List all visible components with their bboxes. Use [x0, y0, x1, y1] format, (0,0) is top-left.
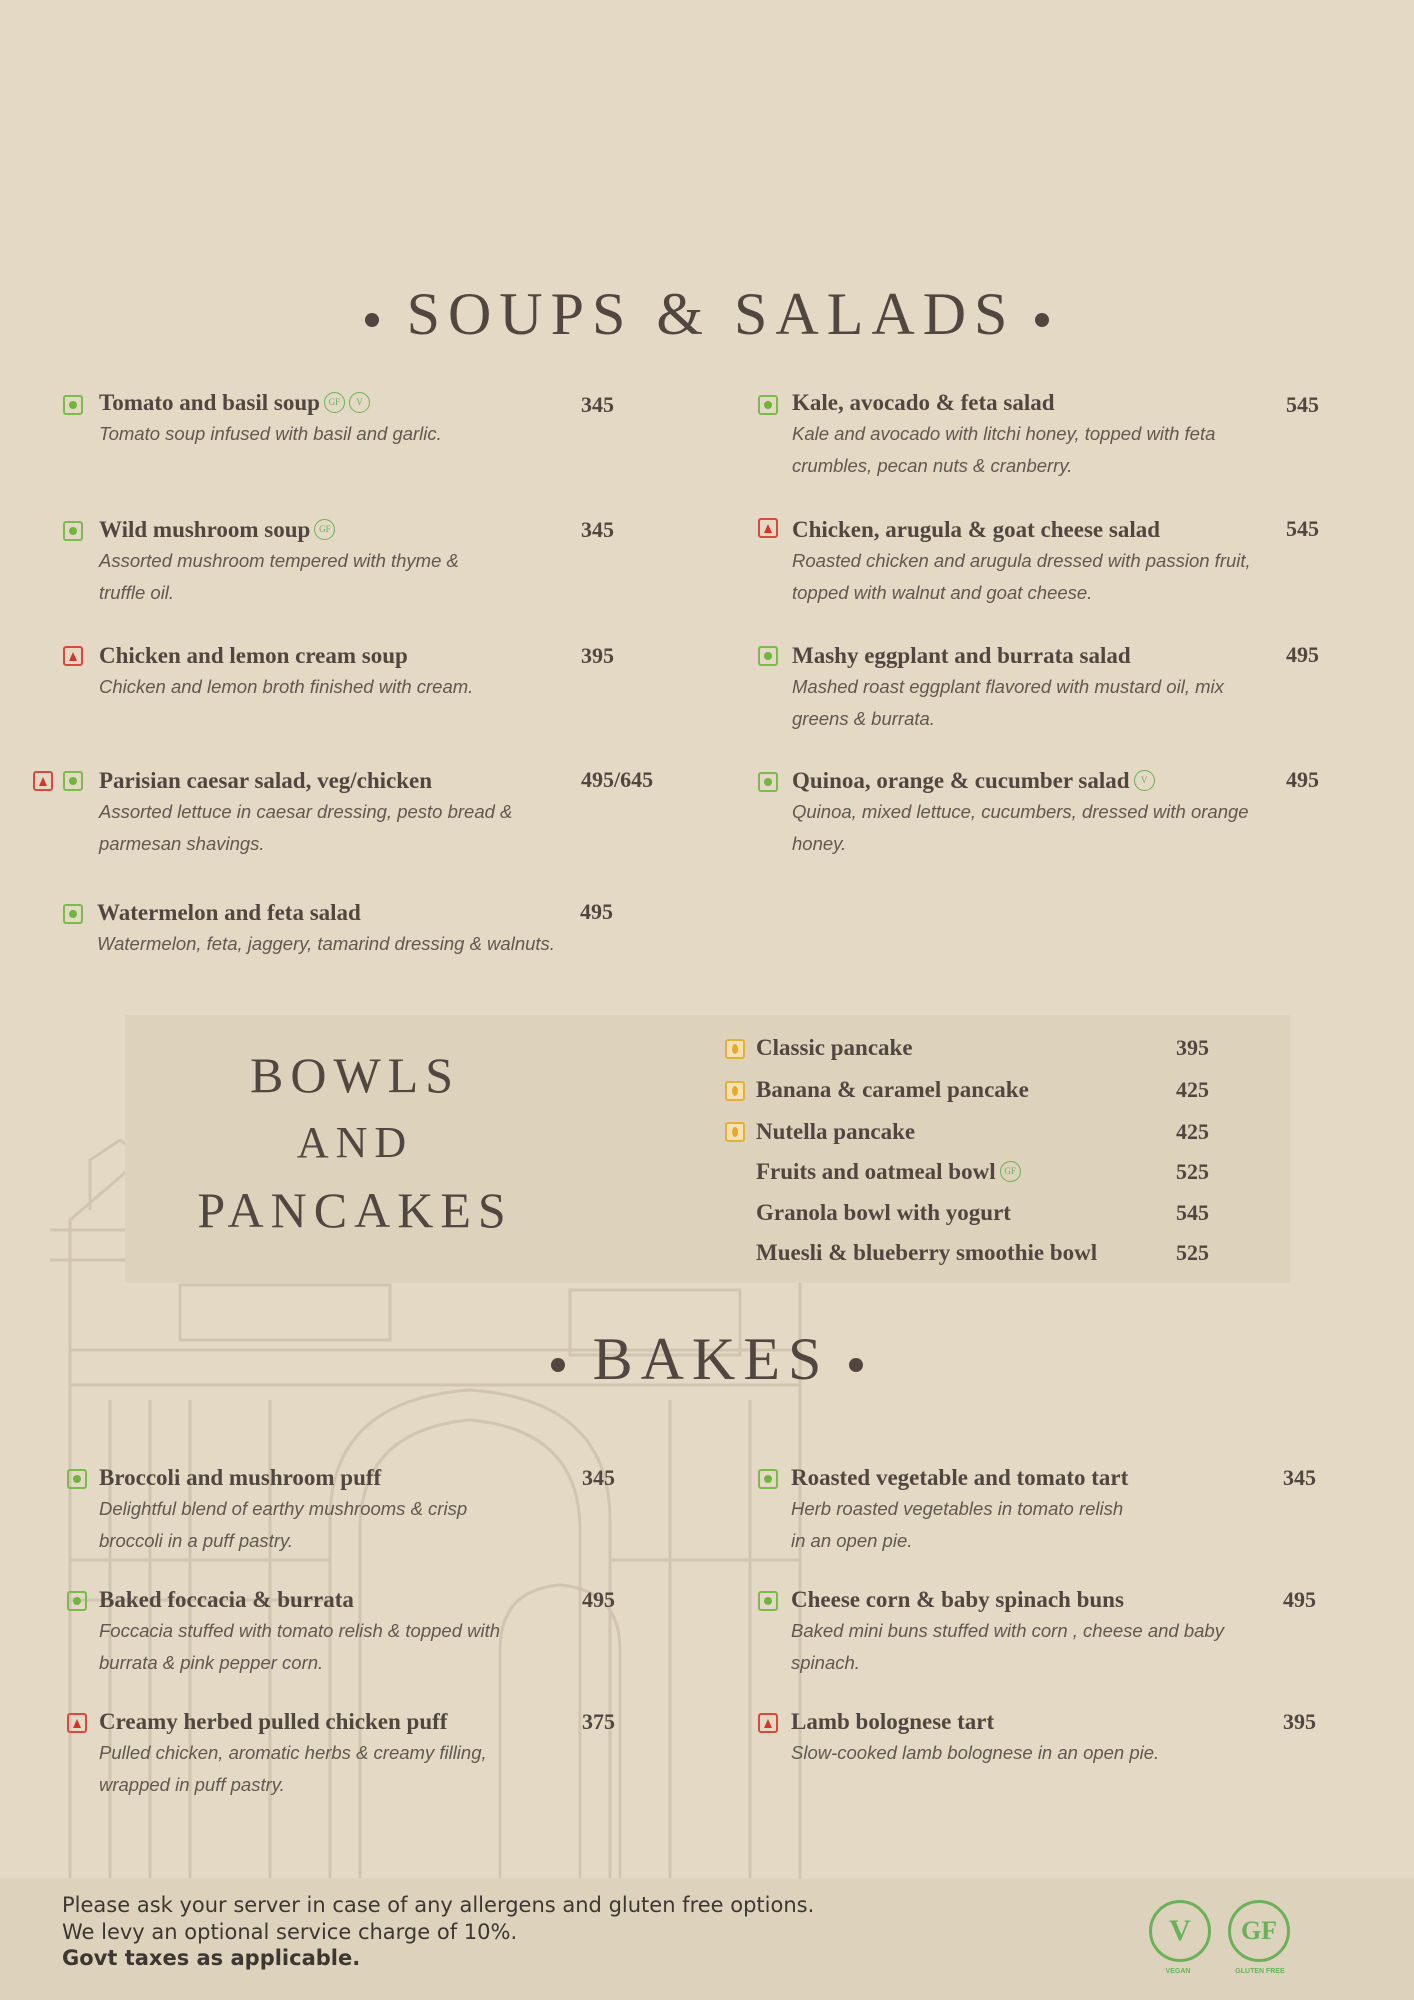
title-bullet: [849, 1358, 863, 1372]
item-name: Chicken, arugula & goat cheese salad: [792, 517, 1160, 542]
item-price: 545: [1286, 516, 1319, 541]
item-name: Chicken and lemon cream soup: [99, 643, 408, 668]
vegan-legend-icon: V: [1149, 1900, 1211, 1962]
veg-indicator: [67, 1469, 87, 1489]
item-price: 375: [582, 1709, 615, 1734]
item-price: 525: [1176, 1240, 1209, 1265]
egg-indicator: [725, 1081, 745, 1101]
item-price: 495: [582, 1587, 615, 1612]
veg-indicator: [67, 1591, 87, 1611]
bowl-item-name: Classic pancake: [756, 1035, 913, 1060]
item-name: Cheese corn & baby spinach buns: [791, 1587, 1124, 1612]
item-price: 545: [1176, 1200, 1209, 1225]
veg-indicator: [758, 646, 778, 666]
item-name: Quinoa, orange & cucumber salad: [792, 768, 1130, 793]
menu-item: [99, 1463, 467, 1557]
item-price: 395: [1283, 1709, 1316, 1734]
menu-item: [99, 1585, 500, 1679]
gluten-free-badge: GF: [1000, 1161, 1021, 1182]
item-description: Slow-cooked lamb bolognese in an open pie.: [791, 1742, 1160, 1763]
item-price: 495: [1283, 1587, 1316, 1612]
menu-item: [792, 641, 1224, 735]
soups-salads-title: [0, 280, 1414, 349]
item-name: Creamy herbed pulled chicken puff: [99, 1709, 448, 1734]
nonveg-indicator: [758, 518, 778, 538]
bowls-title-line: BOWLS: [250, 1047, 460, 1103]
gluten-free-badge: GF: [324, 392, 345, 413]
item-description: Tomato soup infused with basil and garlic.: [99, 423, 442, 444]
item-description: Foccacia stuffed with tomato relish & topped with: [99, 1620, 501, 1641]
bowls-title-line: AND: [296, 1118, 414, 1167]
item-description: wrapped in puff pastry.: [99, 1774, 285, 1795]
nonveg-indicator: [33, 771, 53, 791]
item-description: spinach.: [791, 1652, 860, 1673]
item-description: burrata & pink pepper corn.: [99, 1652, 324, 1673]
menu-item: [99, 388, 442, 450]
title-bullet: [1035, 313, 1049, 327]
vegan-legend-label: VEGAN: [1165, 1968, 1191, 1975]
item-name: Mashy eggplant and burrata salad: [792, 643, 1131, 668]
item-name: Parisian caesar salad, veg/chicken: [99, 768, 433, 793]
item-price: 545: [1286, 392, 1319, 417]
egg-indicator: [725, 1122, 745, 1142]
veg-indicator: [63, 521, 83, 541]
item-name: Baked foccacia & burrata: [99, 1587, 354, 1612]
veg-indicator: [758, 772, 778, 792]
gluten-free-legend-icon: GF: [1228, 1900, 1290, 1962]
gluten-free-badge: GF: [314, 519, 335, 540]
egg-indicator: [725, 1039, 745, 1059]
item-description: Quinoa, mixed lettuce, cucumbers, dressed with orange: [792, 801, 1249, 822]
item-description: broccoli in a puff pastry.: [99, 1530, 293, 1551]
menu-item: [97, 898, 555, 960]
menu-item: [791, 1707, 1159, 1769]
item-description: topped with walnut and goat cheese.: [792, 582, 1093, 603]
vegan-badge: V: [1134, 770, 1155, 791]
item-price: 495: [1286, 767, 1319, 792]
item-description: Watermelon, feta, jaggery, tamarind dressing & walnuts.: [97, 933, 555, 954]
item-description: Assorted lettuce in caesar dressing, pesto bread &: [99, 801, 513, 822]
bakes-title: [0, 1325, 1414, 1394]
bowl-item-name: Fruits and oatmeal bowl: [756, 1159, 996, 1184]
menu-item: [791, 1585, 1224, 1679]
menu-item: [792, 388, 1215, 482]
item-price: 425: [1176, 1119, 1209, 1144]
footer-allergen-note: Please ask your server in case of any allergens and gluten free options.: [62, 1893, 815, 1917]
menu-item: [99, 1707, 487, 1801]
menu-item: [791, 1463, 1128, 1557]
item-description: Herb roasted vegetables in tomato relish: [791, 1498, 1124, 1519]
item-price: 345: [582, 1465, 615, 1490]
item-description: Kale and avocado with litchi honey, topped with feta: [792, 423, 1216, 444]
menu-item: [99, 766, 512, 860]
item-price: 495/645: [581, 767, 654, 792]
nonveg-indicator: [63, 646, 83, 666]
item-description: Chicken and lemon broth finished with cream.: [99, 676, 474, 697]
soups-salads-title-text: SOUPS & SALADS: [406, 281, 1016, 347]
item-price: 345: [581, 392, 614, 417]
item-price: 345: [1283, 1465, 1316, 1490]
veg-indicator: [63, 904, 83, 924]
item-price: 425: [1176, 1077, 1209, 1102]
bowl-item-name: Muesli & blueberry smoothie bowl: [756, 1240, 1098, 1265]
bowl-item-name: Banana & caramel pancake: [756, 1077, 1029, 1102]
item-price: 345: [581, 517, 614, 542]
item-description: Roasted chicken and arugula dressed with passion fruit,: [792, 550, 1251, 571]
veg-indicator: [758, 1591, 778, 1611]
item-description: Mashed roast eggplant flavored with mustard oil, mix: [792, 676, 1224, 697]
item-description: greens & burrata.: [792, 708, 935, 729]
item-price: 495: [1286, 642, 1319, 667]
item-description: in an open pie.: [791, 1530, 913, 1551]
vegan-badge: V: [349, 392, 370, 413]
item-price: 495: [580, 899, 613, 924]
item-name: Wild mushroom soup: [99, 517, 311, 542]
item-description: truffle oil.: [99, 582, 175, 603]
item-description: Delightful blend of earthy mushrooms & crisp: [99, 1498, 468, 1519]
veg-indicator: [63, 771, 83, 791]
item-name: Roasted vegetable and tomato tart: [791, 1465, 1129, 1490]
menu-item: [792, 766, 1249, 860]
item-price: 395: [1176, 1035, 1209, 1060]
gluten-free-legend-label: GLUTEN FREE: [1235, 1968, 1285, 1975]
item-description: Baked mini buns stuffed with corn , cheese and baby: [791, 1620, 1224, 1641]
item-description: crumbles, pecan nuts & cranberry.: [792, 455, 1073, 476]
item-name: Tomato and basil soup: [99, 390, 320, 415]
bowl-item-name: Nutella pancake: [756, 1119, 916, 1144]
bowl-item: [756, 1157, 1021, 1187]
menu-item: [792, 515, 1251, 609]
footer-service-charge: We levy an optional service charge of 10%.: [62, 1920, 518, 1944]
item-description: parmesan shavings.: [99, 833, 265, 854]
menu-item: [99, 515, 459, 609]
title-bullet: [365, 313, 379, 327]
item-name: Broccoli and mushroom puff: [99, 1465, 382, 1490]
veg-indicator: [758, 1469, 778, 1489]
item-price: 525: [1176, 1159, 1209, 1184]
veg-indicator: [758, 395, 778, 415]
bakes-title-text: BAKES: [592, 1326, 830, 1392]
menu-item: [99, 641, 473, 703]
item-name: Kale, avocado & feta salad: [792, 390, 1055, 415]
bowls-title-line: PANCAKES: [197, 1182, 513, 1238]
item-name: Lamb bolognese tart: [791, 1709, 995, 1734]
footer-taxes: Govt taxes as applicable.: [62, 1946, 361, 1970]
item-price: 395: [581, 643, 614, 668]
veg-indicator: [63, 395, 83, 415]
nonveg-indicator: [758, 1713, 778, 1733]
nonveg-indicator: [67, 1713, 87, 1733]
item-description: Assorted mushroom tempered with thyme &: [99, 550, 459, 571]
bowl-item-name: Granola bowl with yogurt: [756, 1200, 1011, 1225]
item-name: Watermelon and feta salad: [97, 900, 361, 925]
item-description: Pulled chicken, aromatic herbs & creamy filling,: [99, 1742, 487, 1763]
item-description: honey.: [792, 833, 847, 854]
title-bullet: [551, 1358, 565, 1372]
